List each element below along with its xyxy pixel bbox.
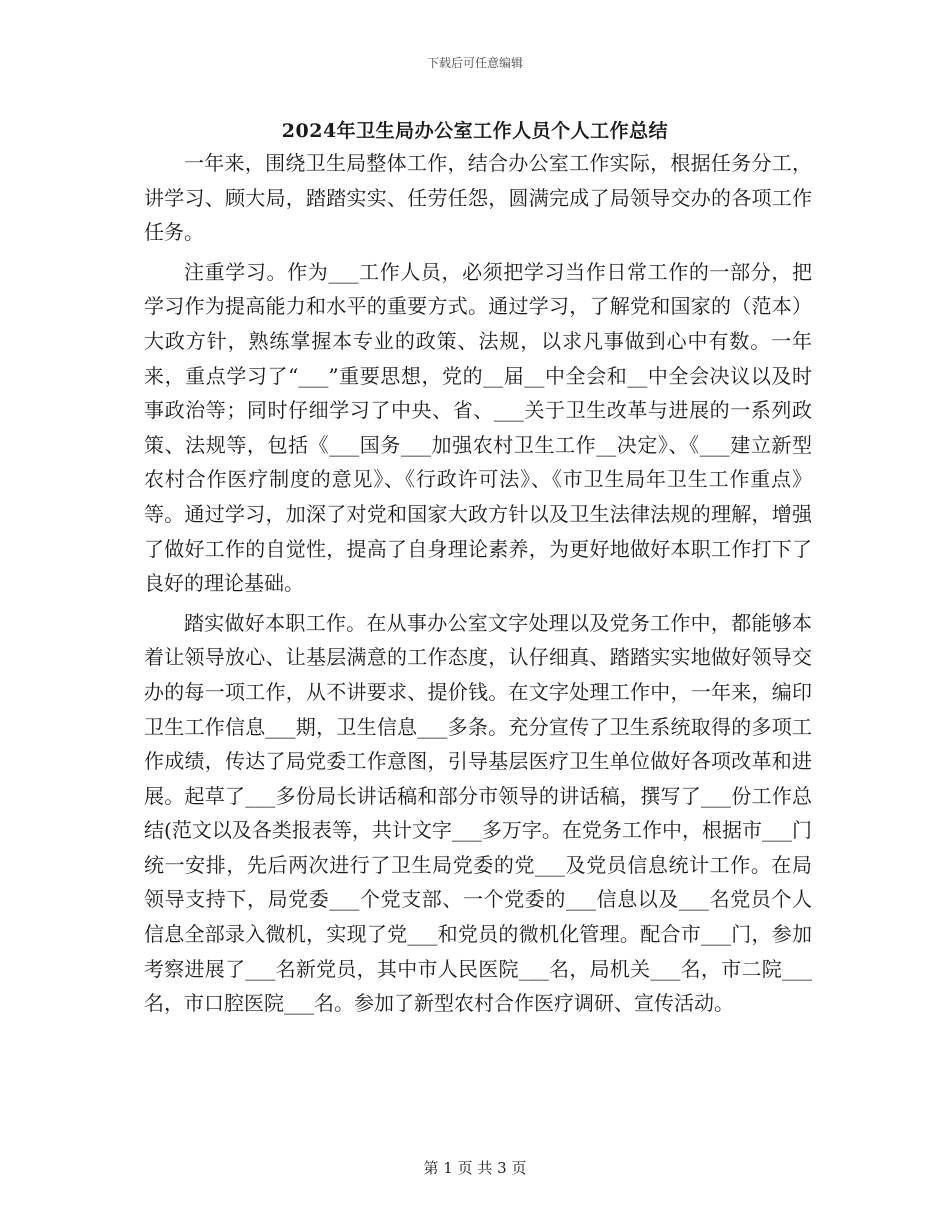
page-footer: 第 1 页 共 3 页: [423, 1159, 527, 1177]
document-body: [144, 146, 812, 1021]
paragraph-duties: 踏实做好本职工作。在从事办公室文字处理以及党务工作中，都能够本着让领导放心、让基层满意的工作态度，认仔细真、踏踏实实地做好领导交办的每一项工作，从不讲要求、提价钱。在文字处理工作中，一年来，编印卫生工作信息___期，卫生信息___多条。充分宣传了卫生系统取得的多项工作成绩，传达了局党委工作意图，引导基层医疗卫生单位做好各项改革和进展。起草了___多份局长讲话稿和部分市领导的讲话稿，撰写了___份工作总结(范文以及各类报表等，共计文字___多万字。在党务工作中，根据市___门统一安排，先后两次进行了卫生局党委的党___及党员信息统计工作。在局领导支持下，局党委___个党支部、一个党委的___信息以及___名党员个人信息全部录入微机，实现了党___和党员的微机化管理。配合市___门，参加考察进展了___名新党员，其中市人民医院___名，局机关___名，市二院___名，市口腔医院___名。参加了新型农村合作医疗调研、宣传活动。: [144, 610, 812, 1016]
paragraph-study: 注重学习。作为___工作人员，必须把学习当作日常工作的一部分，把学习作为提高能力和水平的重要方式。通过学习，了解党和国家的（范本）大政方针，熟练掌握本专业的政策、法规，以求凡事做到心中有数。一年来，重点学习了“___”重要思想，党的__届__中全会和__中全会决议以及时事政治等；同时仔细学习了中央、省、___关于卫生改革与进展的一系列政策、法规等，包括《___国务___加强农村卫生工作__决定》、《___建立新型农村合作医疗制度的意见》、《行政许可法》、《市卫生局年卫生工作重点》等。通过学习，加深了对党和国家大政方针以及卫生法律法规的理解，增强了做好工作的自觉性，提高了自身理论素养，为更好地做好本职工作打下了良好的理论基础。: [144, 259, 812, 596]
document-title: 2024年卫生局办公室工作人员个人工作总结: [281, 120, 669, 142]
paragraph-intro: 一年来，围绕卫生局整体工作，结合办公室工作实际，根据任务分工，讲学习、顾大局，踏踏实实、任劳任怨，圆满完成了局领导交办的各项工作任务。: [144, 151, 812, 245]
header-note: 下载后可任意编辑: [426, 56, 523, 70]
